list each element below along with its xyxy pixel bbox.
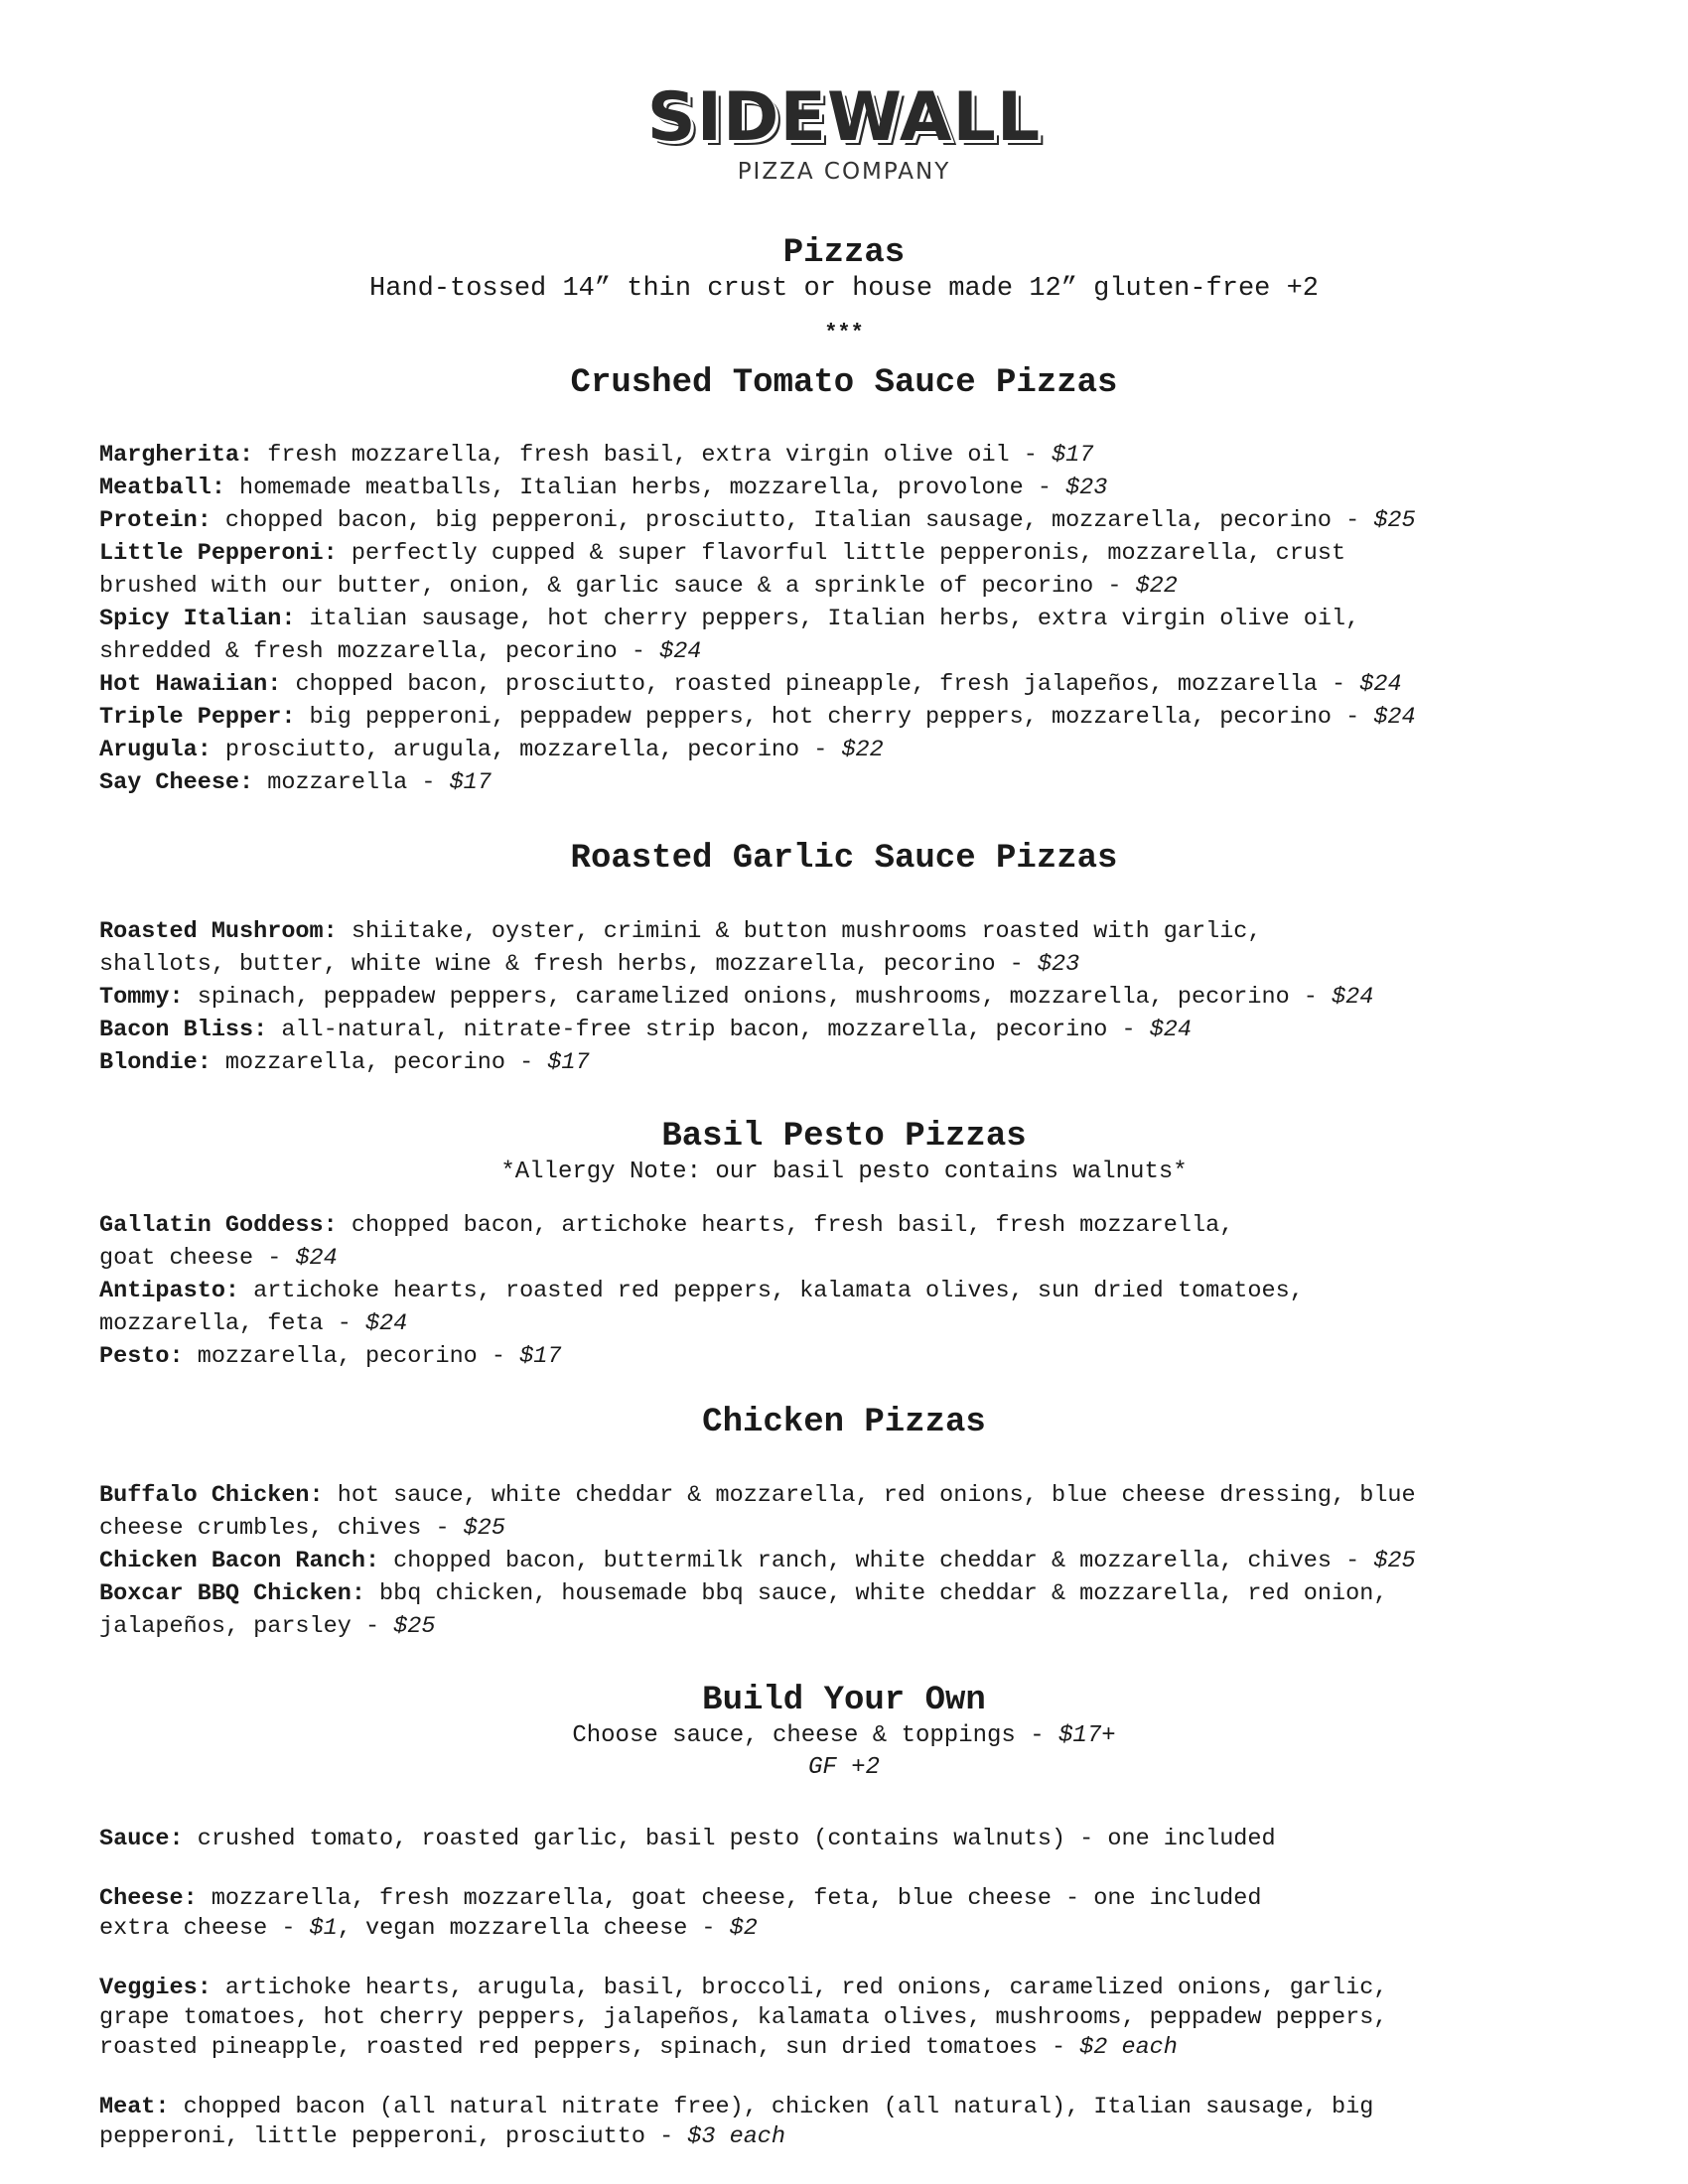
byo-veggies — [99, 1974, 1609, 2063]
menu-item-price: $22 — [1135, 573, 1178, 600]
menu-item-name: Pesto: — [99, 1343, 184, 1370]
menu-item-price: $24 — [364, 1310, 408, 1337]
menu-item-price: $24 — [1373, 704, 1416, 731]
pesto-header — [0, 1117, 1688, 1188]
byo-sauce — [99, 1825, 1609, 1854]
section-title-garlic: Roasted Garlic Sauce Pizzas — [570, 840, 1118, 878]
allergy-note: *Allergy Note: our basil pesto contains walnuts* — [500, 1159, 1188, 1185]
menu-item-description: big pepperoni, peppadew peppers, hot cherry peppers, mozzarella, pecorino - — [295, 704, 1374, 731]
menu-item-price: $25 — [1373, 507, 1416, 534]
menu-item-name: Boxcar BBQ Chicken: — [99, 1580, 365, 1607]
menu-item — [99, 981, 1609, 1014]
veggies-desc: artichoke hearts, arugula, basil, broccoli, red onions, caramelized onions, garlic, grape tomatoes, hot cherry peppers, jalapeños, kalamata olives, mushrooms, peppadew peppers, roasted pineapple, roasted red peppers, spinach, sun dried tomatoes - — [99, 1975, 1388, 2061]
menu-item-description: shiitake, oyster, crimini & button mushrooms roasted with garlic, shallots, butter, white wine & fresh herbs, mozzarella, pecorino - — [99, 918, 1262, 978]
section-title-chicken: Chicken Pizzas — [702, 1404, 986, 1441]
menu-item-price: $23 — [1065, 475, 1108, 501]
menu-item-description: chopped bacon, prosciutto, roasted pineapple, fresh jalapeños, mozzarella - — [281, 671, 1360, 698]
sauce-label: Sauce: — [99, 1826, 184, 1852]
menu-item-name: Chicken Bacon Ranch: — [99, 1548, 380, 1574]
menu-item-description: mozzarella - — [253, 769, 450, 796]
menu-item-description: homemade meatballs, Italian herbs, mozzarella, provolone - — [224, 475, 1066, 501]
menu-item-description: hot sauce, white cheddar & mozzarella, red onions, blue cheese dressing, blue cheese crumbles, chives - — [99, 1482, 1416, 1542]
menu-item-description: chopped bacon, artichoke hearts, fresh basil, fresh mozzarella, goat cheese - — [99, 1212, 1234, 1272]
menu-item-price: $23 — [1037, 951, 1080, 978]
divider-stars: *** — [824, 321, 864, 345]
menu-item-name: Antipasto: — [99, 1278, 240, 1304]
menu-item — [99, 603, 1609, 668]
tomato-pizza-list — [99, 439, 1609, 799]
menu-item — [99, 537, 1609, 603]
menu-item — [99, 668, 1609, 701]
menu-item-name: Blondie: — [99, 1049, 211, 1076]
menu-item-description: artichoke hearts, roasted red peppers, kalamata olives, sun dried tomatoes, mozzarella, feta - — [99, 1278, 1304, 1337]
cheese-price-extra: $1 — [309, 1915, 338, 1942]
menu-item — [99, 1046, 1609, 1079]
byo-gf-note: GF +2 — [807, 1754, 880, 1781]
menu-item-description: mozzarella, pecorino - — [211, 1049, 548, 1076]
byo-text: Choose sauce, cheese & toppings - — [572, 1722, 1059, 1749]
menu-item — [99, 1479, 1609, 1545]
byo-description — [0, 1720, 1688, 1752]
byo-meat — [99, 2093, 1609, 2152]
menu-item-price: $24 — [659, 638, 702, 665]
page-title: Pizzas — [782, 234, 906, 272]
menu-item-description: chopped bacon, big pepperoni, prosciutto, Italian sausage, mozzarella, pecorino - — [211, 507, 1374, 534]
menu-item-name: Margherita: — [99, 442, 254, 469]
cheese-label: Cheese: — [99, 1885, 198, 1912]
menu-header — [0, 233, 1688, 344]
menu-item — [99, 1577, 1609, 1643]
menu-item — [99, 766, 1609, 799]
menu-item — [99, 734, 1609, 766]
menu-item-name: Bacon Bliss: — [99, 1017, 268, 1043]
menu-item-name: Buffalo Chicken: — [99, 1482, 324, 1509]
menu-item-description: perfectly cupped & super flavorful little pepperonis, mozzarella, crust brushed with our butter, onion, & garlic sauce & a sprinkle of pecorino - — [99, 540, 1346, 600]
menu-item-price: $17 — [547, 1049, 590, 1076]
menu-item-description: italian sausage, hot cherry peppers, Italian herbs, extra virgin olive oil, shredded & fresh mozzarella, pecorino - — [99, 606, 1360, 665]
menu-item-name: Triple Pepper: — [99, 704, 296, 731]
section-title-pesto: Basil Pesto Pizzas — [661, 1118, 1027, 1156]
chicken-pizza-list — [99, 1479, 1609, 1643]
restaurant-logo — [0, 79, 1688, 185]
logo-wordmark: SIDEWALL — [646, 78, 1042, 157]
byo-cheese — [99, 1884, 1609, 1944]
menu-item-description: all-natural, nitrate-free strip bacon, mozzarella, pecorino - — [267, 1017, 1150, 1043]
byo-header — [0, 1681, 1688, 1784]
menu-item-description: mozzarella, pecorino - — [183, 1343, 520, 1370]
section-title-tomato: Crushed Tomato Sauce Pizzas — [570, 364, 1118, 402]
menu-item-name: Roasted Mushroom: — [99, 918, 338, 945]
logo-subtitle: PIZZA COMPANY — [737, 159, 951, 185]
menu-item-price: $25 — [393, 1613, 436, 1640]
menu-item-name: Say Cheese: — [99, 769, 254, 796]
menu-item — [99, 1340, 1609, 1373]
menu-item — [99, 1209, 1609, 1275]
menu-item-description: prosciutto, arugula, mozzarella, pecorino - — [211, 737, 842, 763]
menu-item-price: $24 — [1149, 1017, 1192, 1043]
menu-item-price: $24 — [1359, 671, 1402, 698]
veggies-price: $2 each — [1079, 2034, 1178, 2061]
menu-item — [99, 439, 1609, 472]
menu-item — [99, 1275, 1609, 1340]
meat-desc: chopped bacon (all natural nitrate free), chicken (all natural), Italian sausage, big pepperoni, little pepperoni, prosciutto - — [99, 2094, 1374, 2150]
menu-item-price: $24 — [295, 1245, 338, 1272]
menu-item-name: Protein: — [99, 507, 211, 534]
menu-item — [99, 504, 1609, 537]
menu-item-price: $22 — [841, 737, 884, 763]
menu-item-price: $25 — [463, 1515, 505, 1542]
menu-item-price: $17 — [1051, 442, 1094, 469]
menu-item-description: fresh mozzarella, fresh basil, extra virgin olive oil - — [253, 442, 1052, 469]
garlic-pizza-list — [99, 915, 1609, 1079]
menu-item-name: Hot Hawaiian: — [99, 671, 282, 698]
cheese-desc: mozzarella, fresh mozzarella, goat cheese, feta, blue cheese - one included extra cheese - — [99, 1885, 1262, 1942]
menu-item-price: $24 — [1332, 984, 1374, 1011]
section-title-build: Build Your Own — [702, 1682, 986, 1719]
page-subtitle: Hand-tossed 14” thin crust or house made 12” gluten-free +2 — [369, 274, 1319, 304]
menu-item-name: Meatball: — [99, 475, 225, 501]
veggies-label: Veggies: — [99, 1975, 211, 2001]
menu-item-name: Tommy: — [99, 984, 184, 1011]
menu-item-name: Spicy Italian: — [99, 606, 296, 632]
menu-item-price: $17 — [519, 1343, 562, 1370]
meat-label: Meat: — [99, 2094, 170, 2120]
menu-item-price: $17 — [449, 769, 492, 796]
menu-item-name: Arugula: — [99, 737, 211, 763]
menu-item — [99, 1014, 1609, 1046]
cheese-price-vegan: $2 — [729, 1915, 758, 1942]
menu-item-price: $25 — [1373, 1548, 1416, 1574]
meat-price: $3 each — [687, 2123, 786, 2150]
menu-item-description: chopped bacon, buttermilk ranch, white cheddar & mozzarella, chives - — [379, 1548, 1374, 1574]
pesto-pizza-list — [99, 1209, 1609, 1373]
menu-item-name: Little Pepperoni: — [99, 540, 338, 567]
menu-item — [99, 915, 1609, 981]
menu-item — [99, 1545, 1609, 1577]
menu-item-description: spinach, peppadew peppers, caramelized onions, mushrooms, mozzarella, pecorino - — [183, 984, 1333, 1011]
menu-item-name: Gallatin Goddess: — [99, 1212, 338, 1239]
menu-item — [99, 472, 1609, 504]
byo-price: $17+ — [1058, 1722, 1116, 1749]
menu-item — [99, 701, 1609, 734]
menu-item-description: bbq chicken, housemade bbq sauce, white cheddar & mozzarella, red onion, jalapeños, parsley - — [99, 1580, 1388, 1640]
sauce-desc: crushed tomato, roasted garlic, basil pesto (contains walnuts) - one included — [183, 1826, 1276, 1852]
cheese-desc-vegan: , vegan mozzarella cheese - — [337, 1915, 730, 1942]
